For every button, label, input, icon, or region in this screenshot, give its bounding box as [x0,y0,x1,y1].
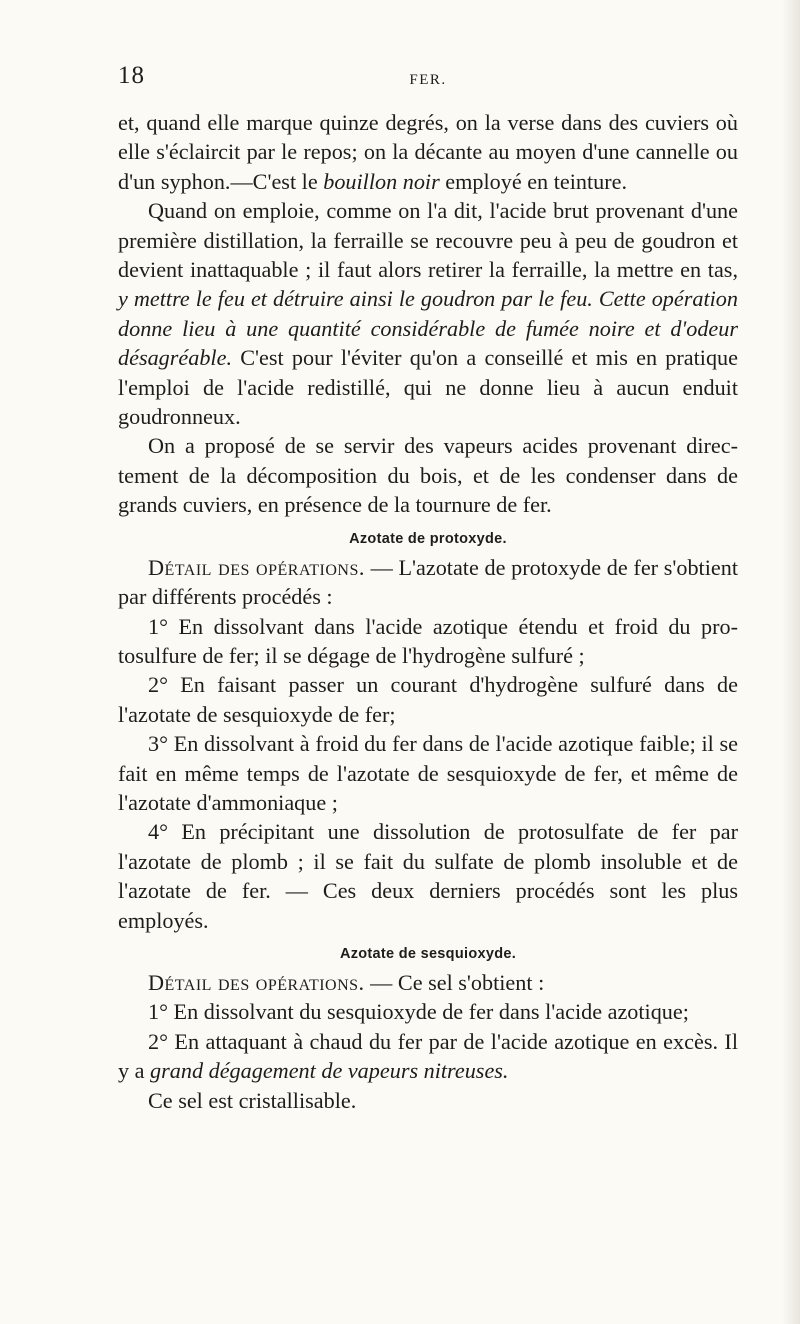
paragraph-vapeurs-acides: On a proposé de se servir des vapeurs acides provenant directement de la décomposition du bois, et de les condenser dans de grands cuviers, en présence de la tournure de fer. [118,433,738,518]
section-lead-protoxyde: Détail des opérations. — L'azotate de protoxyde de fer s'obtient par différents procédés : [118,554,738,610]
closing-sentence: Ce sel est cristallisable. [148,1087,357,1113]
detail-operations-label: Détail des opérations. [148,969,365,995]
section-heading-protoxyde: Azotate de protoxyde. [349,530,507,547]
page-number: 18 [118,62,145,89]
list-item: 4° En précipitant une dissolution de protosulfate de fer par l'azotate de plomb ; il se fait du sulfate de plomb insoluble et de l'azotate de fer. — Ces deux derniers procédés sont les plus employés. [118,819,738,933]
emphasis-vapeurs-nitreuses: grand dégagement de vapeurs nitreuses. [150,1058,509,1084]
running-head: FER. [409,72,447,88]
detail-operations-label: Détail des opérations. [148,554,365,580]
list-item: 1° En dissolvant dans l'acide azotique étendu et froid du protosulfure de fer; il se dégage de l'hydrogène sulfuré ; [118,613,738,668]
page-edge-shadow [782,0,800,1324]
paragraph-acide-brut: Quand on emploie, comme on l'a dit, l'acide brut provenant d'une première distillation, la ferraille se recouvre peu à peu de goudron et devient inattaquable ; il faut alors retirer la ferraille, la mettre en tas, y mettre le feu et détruire ainsi le goudron par le feu. Cette opération donne lieu à une quantité considérable de fumée noire et d'odeur désagréable. C'est pour l'éviter qu'on a conseillé et mis en pratique l'emploi de l'acide redistillé, qui ne donne lieu à aucun enduit goudronneux. [118,198,738,430]
page-header [118,62,738,92]
section-heading-sesquioxyde: Azotate de sesquioxyde. [339,945,517,962]
list-item: 3° En dissolvant à froid du fer dans de l'acide azotique faible; il se fait en même temps de l'azotate de sesquioxyde de fer, et même de l'azotate d'ammoniaque ; [118,731,738,815]
page-body [118,108,738,1115]
list-item: 2° En faisant passer un courant d'hydrogène sulfuré dans de l'azotate de sesquioxyde de fer; [118,672,738,727]
section-lead-sesquioxyde: Détail des opérations. — Ce sel s'obtient : [148,969,545,995]
emphasis-bouillon-noir: bouillon noir [323,168,440,194]
paragraph-continuation: et, quand elle marque quinze degrés, on la verse dans des cuviers où elle s'éclaircit par le repos; on la décante au moyen d'une cannelle ou d'un syphon.—C'est le bouillon noir employé en teinture. [118,110,738,194]
emphasis-fumee-noire: y mettre le feu et détruire ainsi le goudron par le feu. Cette opération donne lieu à une quantité considérable de fumée noire et d'odeur désagréable. [118,286,738,371]
list-item: 2° En attaquant à chaud du fer par de l'acide azotique en excès. Il y a grand dégagement de vapeurs nitreuses. [118,1028,738,1084]
list-item: 1° En dissolvant du sesquioxyde de fer dans l'acide azotique; [148,999,689,1025]
